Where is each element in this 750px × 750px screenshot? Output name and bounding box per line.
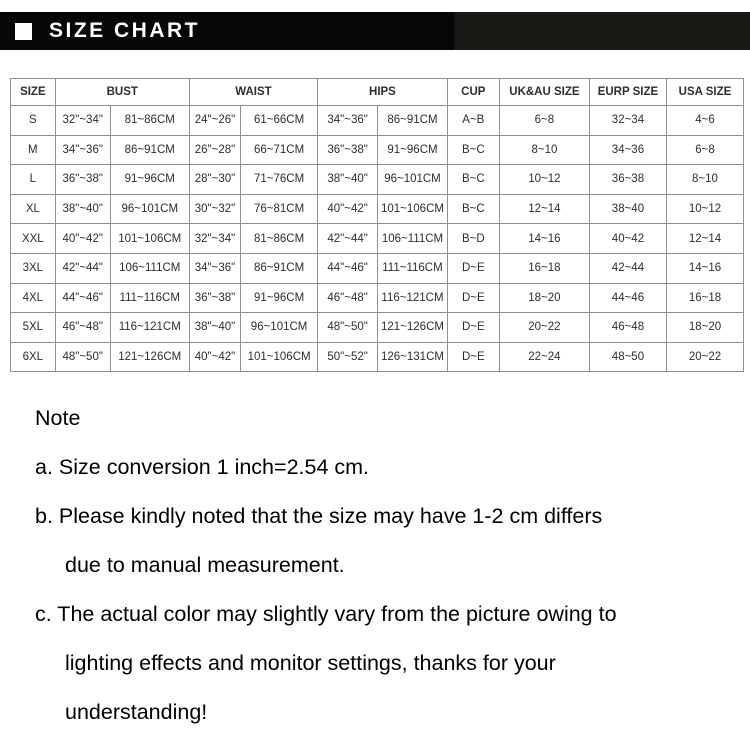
table-cell: B~D <box>447 224 499 254</box>
table-cell: 101~106CM <box>378 194 448 224</box>
table-cell: 40~42 <box>589 224 666 254</box>
note-item-c <box>35 590 735 737</box>
table-cell: 116~121CM <box>110 313 189 343</box>
table-row <box>11 313 744 343</box>
table-cell: 22~24 <box>499 342 589 372</box>
table-cell: 61~66CM <box>241 106 318 136</box>
table-cell: 86~91CM <box>378 106 448 136</box>
note-line: b. Please kindly noted that the size may have 1-2 cm differs <box>35 504 603 528</box>
table-row <box>11 194 744 224</box>
table-cell: 42"~44" <box>55 253 110 283</box>
table-cell: 6~8 <box>666 135 743 165</box>
table-cell: XXL <box>11 224 56 254</box>
table-cell: 36~38 <box>589 165 666 195</box>
table-cell: 16~18 <box>666 283 743 313</box>
table-cell: 36"~38" <box>318 135 378 165</box>
table-cell: 48~50 <box>589 342 666 372</box>
table-cell: 12~14 <box>666 224 743 254</box>
table-cell: 3XL <box>11 253 56 283</box>
column-header-waist: WAIST <box>189 79 317 106</box>
note-item-a <box>35 443 735 492</box>
table-cell: 14~16 <box>666 253 743 283</box>
column-header-eurp: EURP SIZE <box>589 79 666 106</box>
note-line: due to manual measurement. <box>65 553 345 577</box>
table-cell: 36"~38" <box>55 165 110 195</box>
table-cell: D~E <box>447 253 499 283</box>
table-cell: 101~106CM <box>241 342 318 372</box>
table-cell: 8~10 <box>666 165 743 195</box>
table-cell: 18~20 <box>666 313 743 343</box>
table-cell: 16~18 <box>499 253 589 283</box>
table-cell: 36"~38" <box>189 283 240 313</box>
table-cell: L <box>11 165 56 195</box>
column-header-bust: BUST <box>55 79 189 106</box>
table-cell: 18~20 <box>499 283 589 313</box>
table-cell: 46"~48" <box>55 313 110 343</box>
note-line: lighting effects and monitor settings, thanks for your <box>65 651 556 675</box>
table-row <box>11 224 744 254</box>
column-header-cup: CUP <box>447 79 499 106</box>
table-cell: 111~116CM <box>378 253 448 283</box>
note-line: c. The actual color may slightly vary from the picture owing to <box>35 602 617 626</box>
table-cell: 91~96CM <box>378 135 448 165</box>
table-cell: 10~12 <box>499 165 589 195</box>
table-cell: D~E <box>447 283 499 313</box>
table-cell: 96~101CM <box>241 313 318 343</box>
table-cell: 32"~34" <box>55 106 110 136</box>
size-chart-table <box>10 78 744 372</box>
table-cell: 38"~40" <box>189 313 240 343</box>
table-cell: 12~14 <box>499 194 589 224</box>
table-cell: 86~91CM <box>241 253 318 283</box>
table-cell: 20~22 <box>666 342 743 372</box>
table-cell: D~E <box>447 313 499 343</box>
page-title: SIZE CHART <box>49 19 200 42</box>
table-row <box>11 342 744 372</box>
table-cell: 4XL <box>11 283 56 313</box>
table-cell: 40"~42" <box>55 224 110 254</box>
table-cell: 48"~50" <box>318 313 378 343</box>
table-cell: M <box>11 135 56 165</box>
table-cell: 44"~46" <box>55 283 110 313</box>
table-cell: B~C <box>447 194 499 224</box>
table-cell: 28"~30" <box>189 165 240 195</box>
note-line: understanding! <box>65 700 208 724</box>
table-cell: 44~46 <box>589 283 666 313</box>
table-cell: 46"~48" <box>318 283 378 313</box>
table-cell: 101~106CM <box>110 224 189 254</box>
table-cell: 10~12 <box>666 194 743 224</box>
table-cell: 32"~34" <box>189 224 240 254</box>
table-cell: 96~101CM <box>110 194 189 224</box>
column-header-size: SIZE <box>11 79 56 106</box>
table-cell: 34"~36" <box>55 135 110 165</box>
table-cell: 106~111CM <box>378 224 448 254</box>
table-cell: D~E <box>447 342 499 372</box>
table-cell: 40"~42" <box>189 342 240 372</box>
table-cell: 91~96CM <box>110 165 189 195</box>
table-cell: 4~6 <box>666 106 743 136</box>
table-cell: 34"~36" <box>189 253 240 283</box>
table-cell: 34"~36" <box>318 106 378 136</box>
table-cell: 26"~28" <box>189 135 240 165</box>
table-cell: 44"~46" <box>318 253 378 283</box>
table-cell: 86~91CM <box>110 135 189 165</box>
table-cell: 76~81CM <box>241 194 318 224</box>
table-cell: 71~76CM <box>241 165 318 195</box>
table-cell: 42~44 <box>589 253 666 283</box>
table-cell: 121~126CM <box>378 313 448 343</box>
column-header-ukau: UK&AU SIZE <box>499 79 589 106</box>
table-cell: 6XL <box>11 342 56 372</box>
note-item-b <box>35 492 735 590</box>
table-cell: 24"~26" <box>189 106 240 136</box>
table-header-row <box>11 79 744 106</box>
table-cell: 38"~40" <box>318 165 378 195</box>
column-header-usa: USA SIZE <box>666 79 743 106</box>
table-row <box>11 253 744 283</box>
table-cell: 50"~52" <box>318 342 378 372</box>
table-cell: B~C <box>447 165 499 195</box>
table-cell: 34~36 <box>589 135 666 165</box>
table-row <box>11 106 744 136</box>
table-cell: S <box>11 106 56 136</box>
table-cell: 38~40 <box>589 194 666 224</box>
column-header-hips: HIPS <box>318 79 448 106</box>
size-table-body <box>11 106 744 372</box>
table-row <box>11 283 744 313</box>
table-cell: 91~96CM <box>241 283 318 313</box>
table-cell: 40"~42" <box>318 194 378 224</box>
table-cell: 96~101CM <box>378 165 448 195</box>
notes-title: Note <box>35 406 81 430</box>
table-cell: 106~111CM <box>110 253 189 283</box>
table-cell: XL <box>11 194 56 224</box>
notes-section <box>35 394 735 737</box>
table-cell: 126~131CM <box>378 342 448 372</box>
table-cell: 111~116CM <box>110 283 189 313</box>
table-cell: 66~71CM <box>241 135 318 165</box>
table-row <box>11 135 744 165</box>
note-line: a. Size conversion 1 inch=2.54 cm. <box>35 455 370 479</box>
square-bullet-icon <box>15 23 32 40</box>
title-bar <box>0 12 750 50</box>
table-row <box>11 165 744 195</box>
table-cell: 30"~32" <box>189 194 240 224</box>
table-cell: 38"~40" <box>55 194 110 224</box>
table-cell: 14~16 <box>499 224 589 254</box>
table-cell: 20~22 <box>499 313 589 343</box>
table-cell: 48"~50" <box>55 342 110 372</box>
table-cell: A~B <box>447 106 499 136</box>
table-cell: B~C <box>447 135 499 165</box>
table-cell: 8~10 <box>499 135 589 165</box>
table-cell: 6~8 <box>499 106 589 136</box>
table-cell: 5XL <box>11 313 56 343</box>
table-cell: 32~34 <box>589 106 666 136</box>
table-cell: 116~121CM <box>378 283 448 313</box>
table-cell: 81~86CM <box>241 224 318 254</box>
table-cell: 121~126CM <box>110 342 189 372</box>
table-cell: 46~48 <box>589 313 666 343</box>
table-cell: 42"~44" <box>318 224 378 254</box>
table-cell: 81~86CM <box>110 106 189 136</box>
